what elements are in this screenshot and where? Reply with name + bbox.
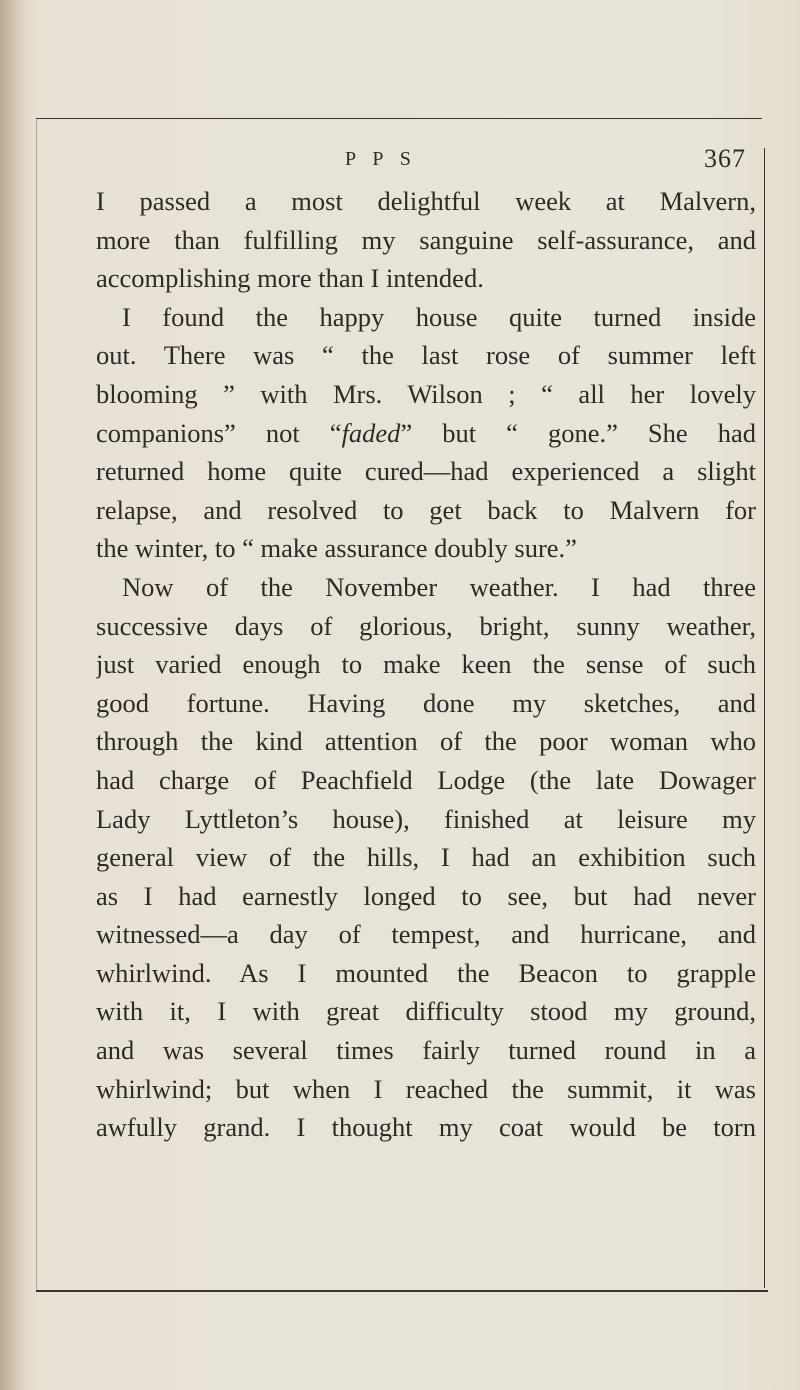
body-text: [96, 182, 756, 1147]
text-line: through the kind attention of the poor woman who: [96, 726, 756, 757]
text-line: Lady Lyttleton’s house), finished at leisure my: [96, 803, 756, 834]
text-line: more than fulfilling my sanguine self-assurance, and: [96, 224, 756, 255]
text-line: had charge of Peachfield Lodge (the late Dowager: [96, 764, 756, 795]
text-line: Now of the November weather. I had three: [122, 571, 756, 602]
running-head: P P S: [345, 148, 417, 170]
text-line: and was several times fairly turned round in a: [96, 1035, 756, 1066]
text-line: with it, I with great difficulty stood my ground,: [96, 996, 756, 1027]
text-line: out. There was “ the last rose of summer left: [96, 340, 756, 371]
text-line: relapse, and resolved to get back to Malvern for: [96, 494, 756, 525]
text-line: general view of the hills, I had an exhibition such: [96, 842, 756, 873]
text-line: successive days of glorious, bright, sunny weather,: [96, 610, 756, 641]
text-line: whirlwind; but when I reached the summit, it was: [96, 1073, 756, 1104]
text-line: just varied enough to make keen the sense of such: [96, 649, 756, 680]
text-line: good fortune. Having done my sketches, and: [96, 687, 756, 718]
text-line: I found the happy house quite turned inside: [122, 301, 756, 332]
spine-shadow: [0, 0, 26, 1390]
text-line: witnessed—a day of tempest, and hurricane, and: [96, 919, 756, 950]
right-rule: [764, 148, 765, 1288]
text-line: accomplishing more than I intended.: [96, 263, 484, 294]
italic-emphasis: faded: [341, 417, 401, 448]
left-rule: [36, 118, 37, 1291]
text-line: I passed a most delightful week at Malvern,: [96, 186, 756, 216]
text-line: as I had earnestly longed to see, but had never: [96, 880, 756, 911]
bottom-rule: [36, 1290, 768, 1292]
text-line: returned home quite cured—had experienced a slight: [96, 456, 756, 487]
text-line: whirlwind. As I mounted the Beacon to grapple: [96, 957, 756, 988]
top-rule: [36, 118, 762, 119]
text-line: awfully grand. I thought my coat would be torn: [96, 1112, 756, 1143]
text-line: blooming ” with Mrs. Wilson ; “ all her lovely: [96, 378, 756, 409]
text-line: the winter, to “ make assurance doubly sure.”: [96, 533, 577, 564]
text-line: companions” not “faded” but “ gone.” She had: [96, 417, 756, 448]
page-number: 367: [704, 144, 746, 173]
